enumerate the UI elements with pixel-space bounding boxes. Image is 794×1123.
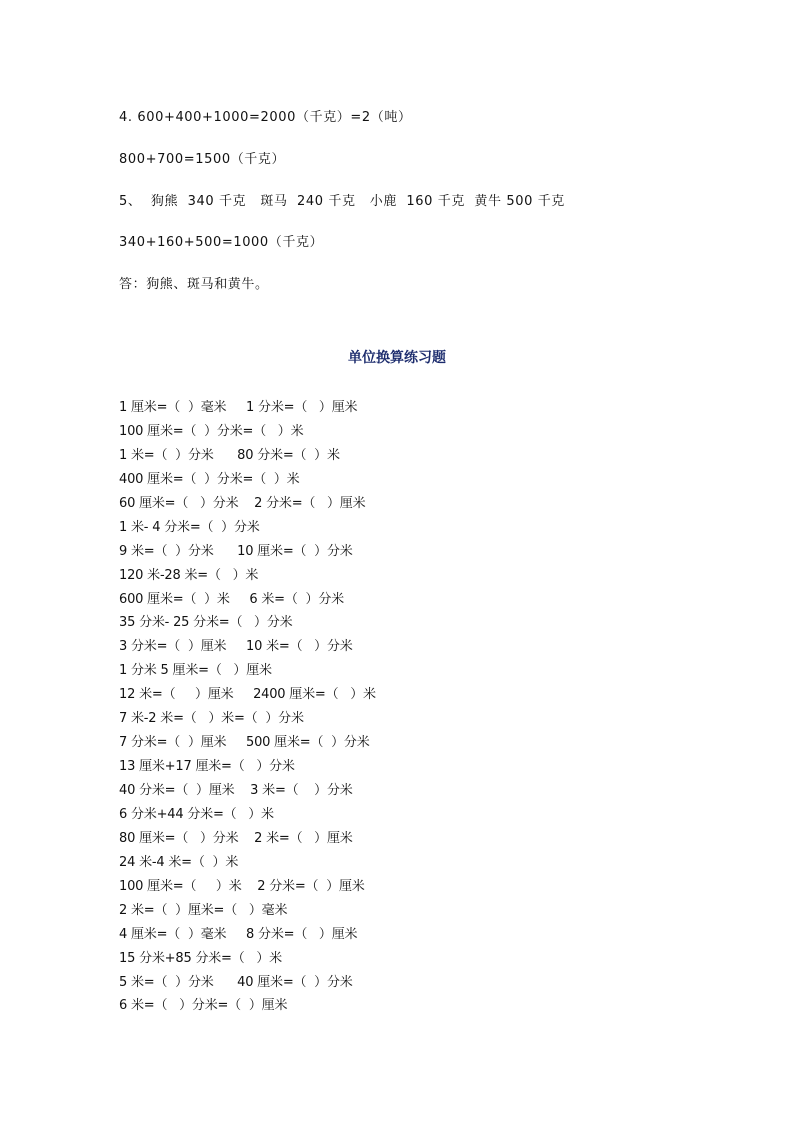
answer-q4-line2: 800+700=1500（千克） <box>119 152 286 167</box>
exercise-item: 24 米-4 米=（ ）米 <box>119 854 239 870</box>
answer-q5-conclusion: 答：狗熊、斑马和黄牛。 <box>119 277 269 292</box>
exercise-item: 5 米=（ ）分米 40 厘米=（ ）分米 <box>119 974 353 990</box>
exercise-item: 600 厘米=（ ）米 6 米=（ ）分米 <box>119 591 344 607</box>
exercise-item: 100 厘米=（ ）分米=（ ）米 <box>119 423 304 439</box>
exercise-item: 15 分米+85 分米=（ ）米 <box>119 950 282 966</box>
exercise-item: 12 米=（ ）厘米 2400 厘米=（ ）米 <box>119 687 376 703</box>
exercise-item: 60 厘米=（ ）分米 2 分米=（ ）厘米 <box>119 495 366 511</box>
exercise-item: 9 米=（ ）分米 10 厘米=（ ）分米 <box>119 543 353 559</box>
exercise-item: 80 厘米=（ ）分米 2 米=（ ）厘米 <box>119 830 353 846</box>
exercise-item: 6 米=（ ）分米=（ ）厘米 <box>119 998 288 1014</box>
exercise-item: 1 厘米=（ ）毫米 1 分米=（ ）厘米 <box>119 400 358 415</box>
exercise-item: 1 米- 4 分米=（ ）分米 <box>119 519 260 535</box>
exercise-item: 120 米-28 米=（ ）米 <box>119 567 259 583</box>
exercise-item: 400 厘米=（ ）分米=（ ）米 <box>119 471 300 487</box>
answer-q5-line1: 5、 狗熊 340 千克 斑马 240 千克 小鹿 160 千克 黄牛 500 千克 <box>119 194 565 209</box>
answer-q4-line1: 4. 600+400+1000=2000（千克）=2（吨） <box>119 110 412 125</box>
exercise-item: 3 分米=（ ）厘米 10 米=（ ）分米 <box>119 639 353 655</box>
exercise-item: 40 分米=（ ）厘米 3 米=（ ）分米 <box>119 783 353 798</box>
exercise-title: 单位换算练习题 <box>348 350 446 366</box>
exercise-item: 4 厘米=（ ）毫米 8 分米=（ ）厘米 <box>119 926 358 942</box>
answer-q5-line2: 340+160+500=1000（千克） <box>119 235 324 250</box>
exercise-item: 100 厘米=（ ）米 2 分米=（ ）厘米 <box>119 878 365 894</box>
exercise-list <box>119 396 376 1018</box>
exercise-item: 7 米-2 米=（ ）米=（ ）分米 <box>119 711 304 727</box>
exercise-item: 2 米=（ ）厘米=（ ）毫米 <box>119 902 288 918</box>
exercise-item: 13 厘米+17 厘米=（ ）分米 <box>119 759 295 775</box>
exercise-item: 35 分米- 25 分米=（ ）分米 <box>119 615 293 631</box>
exercise-item: 1 分米 5 厘米=（ ）厘米 <box>119 663 272 679</box>
exercise-item: 1 米=（ ）分米 80 分米=（ ）米 <box>119 447 340 463</box>
exercise-item: 7 分米=（ ）厘米 500 厘米=（ ）分米 <box>119 735 370 751</box>
exercise-item: 6 分米+44 分米=（ ）米 <box>119 806 274 822</box>
